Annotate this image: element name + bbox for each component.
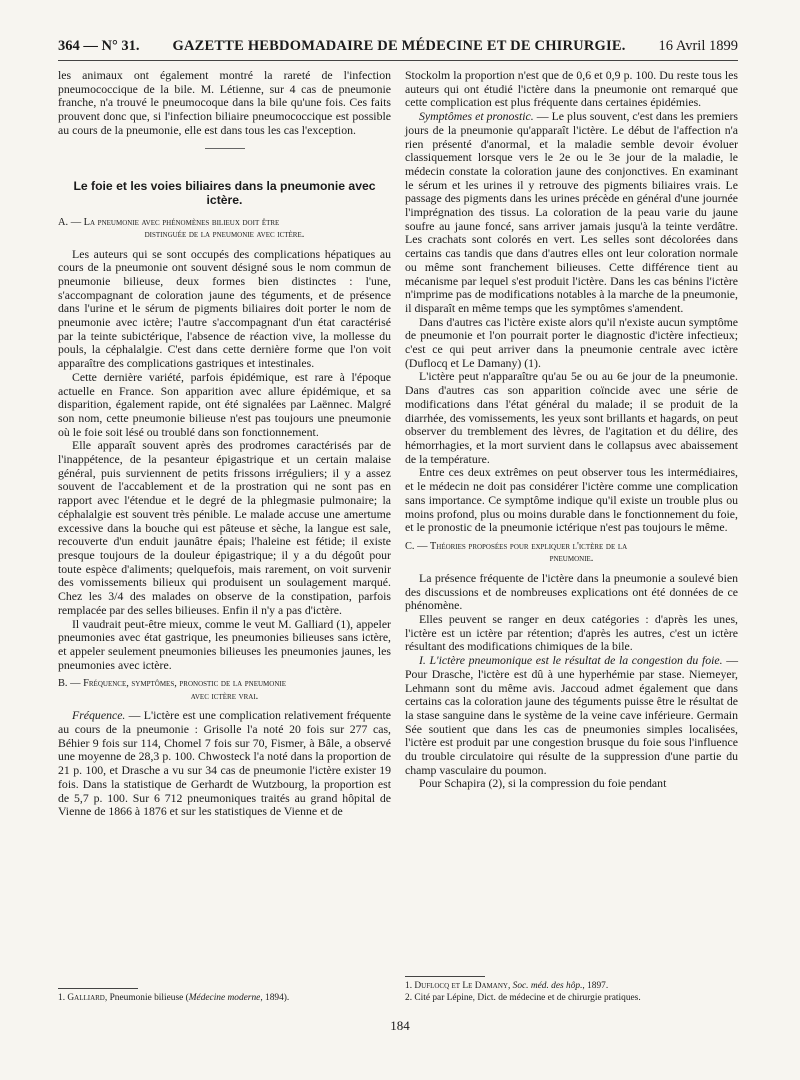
footnote-number: 1.	[405, 981, 415, 991]
running-header	[58, 38, 738, 61]
subheading-b	[58, 678, 391, 703]
paragraph: Pour Schapira (2), si la compression du foie pendant	[419, 776, 667, 791]
footnote-title: Soc. méd. des hôp.	[510, 981, 583, 991]
paragraph	[405, 654, 738, 777]
footnote-title: Médecine moderne	[188, 992, 261, 1003]
subheading-c-line1: C. — Théories proposées pour expliquer l'ictère de la	[405, 540, 628, 552]
right-column	[405, 69, 738, 1004]
subheading-a	[58, 217, 391, 242]
left-column	[58, 69, 391, 1004]
paragraph: L'ictère peut n'apparaître qu'au 5e ou au 6e jour de la pneumonie. Dans d'autres cas son apparition coïncide avec une série de modifications dans l'état général du malade; il se produit de la diarrhée, des vomissements, les yeux sont brillants et hagards, on peut observer du tremblement des lèvres, de l'agitation et du délire, des hémorrhagies, et la mort survient dans le collapsus avec abaissement de la température.	[405, 369, 738, 466]
footnotes	[58, 982, 391, 1005]
paragraph: La présence fréquente de l'ictère dans la pneumonie a soulevé bien des discussions et de nombreuses explications ont été données de ce phénomène.	[405, 570, 738, 613]
footnote-rule	[405, 976, 485, 977]
paragraph	[58, 709, 391, 819]
paragraph	[405, 110, 738, 316]
page-number: 184	[390, 1018, 410, 1033]
footnote-rule	[58, 988, 138, 989]
paragraph: Entre ces deux extrêmes on peut observer tous les intermédiaires, et le médecin ne doit pas considérer l'ictère comme une complication sans importance. Ce symptôme indique qu'il existe un trouble plus ou moins profond, plus ou moins durable dans le fonctionnement du foie, et le pronostic de la pneumonie ictérique n'est pas toujours le même.	[405, 465, 738, 535]
paragraph: Elles peuvent se ranger en deux catégories : d'après les unes, l'ictère est un ictère par rétention; d'après les autres, c'est un ictère résultant des modifications chimiques de la bile.	[405, 612, 738, 654]
subheading-c	[405, 541, 738, 566]
footnotes	[405, 970, 738, 1004]
two-column-body	[58, 69, 738, 1004]
subheading-b-line1: B. — Fréquence, symptômes, pronostic de la pneumonie	[58, 678, 286, 690]
issue-date: 16 Avril 1899	[658, 38, 738, 54]
subheading-c-line2: pneumonie.	[549, 553, 594, 565]
section-title: Le foie et les voies biliaires dans la pneumonie avec ictère.	[73, 178, 376, 207]
issue-number: 364 — N° 31.	[58, 38, 140, 54]
footnote	[405, 981, 738, 993]
paragraph: Dans d'autres cas l'ictère existe alors qu'il n'existe aucun symptôme de pneumonie et l'on pourrait porter le diagnostic d'ictère infectieux; c'est ce qui peut arriver dans la pneumonie centrale avec ictère (Duflocq et Le Damany) (1).	[405, 314, 738, 370]
subheading-a-line2: distinguée de la pneumonie avec ictère.	[144, 229, 305, 241]
run-in-heading: Fréquence.	[72, 708, 126, 723]
journal-page	[58, 38, 738, 1038]
footnote-text: , 1894).	[260, 992, 290, 1003]
footnote-author: Galliard,	[67, 992, 108, 1003]
paragraph: Les auteurs qui se sont occupés des complications hépatiques au cours de la pneumonie ont souvent désigné sous le nom commun de pneumonie bilieuse, deux formes bien distinctes : l'une, s'accompagnant de coloration jaune des téguments, et de présence dans l'urine et le sérum de pigments biliaires doit porter le nom de pneumonie avec ictère; l'autre s'accompagnant d'un état caractérisé par la teinte subictérique, l'absence de réaction vive, la mollesse du pouls, la céphalalgie. C'est dans cette dernière forme que l'on voit apparaître des complications gastriques et intestinales.	[58, 246, 391, 371]
paragraph-text: — Le plus souvent, c'est dans les premiers jours de la pneumonie qu'apparaît l'ictère. Le début de l'affection n'a rien présenté d'anormal, et la maladie semble devoir évoluer classiquement lorsque vers le 2e ou le 3e jour de la maladie, le médecin constate la coloration jaune des conjonctives. En examinant le sérum et les urines il y retrouve des pigments biliaires vrais. Le passage des pigments dans les urines précède en général d'une journée l'imprégnation des tissus. La coloration de la peau varie du jaune soufre au jaune foncé, sans arriver jamais jusqu'à la teinte verdâtre. Les crachats sont colorés en vert. Les selles sont décolorées dans certains cas tandis que dans d'autres elles ont leur coloration normale ou même sont franchement bilieuses. Cette différence tient au mécanisme par lequel s'est produit l'ictère. Dans les cas bénins l'ictère n'imprime pas de modifications notables à la marche de la pneumonie, il disparaît en même temps que les symptômes s'amendent.	[405, 109, 738, 315]
paragraph: Il vaudrait peut-être mieux, comme le veut M. Galliard (1), appeler pneumonies avec état gastrique, les pneumonies bilieuses sans ictère, et appeler seulement pneumonies bilieuses les pneumonies jaunes, les pneumonies avec ictère.	[58, 616, 391, 672]
paragraph: Elle apparaît souvent après des prodromes caractérisés par de l'inappétence, de la pesanteur épigastrique et un certain malaise général, puis surviennent de petits frissons irréguliers; il y a assez souvent de l'accablement et de la prostration qui ne sont pas en rapport avec l'étendue et le degré de la phlegmasie pulmonaire; la céphalalgie est souvent très pénible. Le malade accuse une amertume excessive dans la bouche qui est pâteuse et sèche, la langue est sale, recouverte d'un enduit jaunâtre épais; l'haleine est fétide; il existe presque toujours de la douleur épigastrique; il y a du dégoût pour toute espèce d'aliments; quelquefois, mais rarement, on voit survenir des vomissements bilieux qui produisent un soulagement marqué. Chez les 3/4 des malades on observe de la constipation, parfois remplacée par des selles bilieuses. Enfin il n'y a pas d'ictère.	[58, 438, 391, 617]
divider	[205, 148, 245, 149]
footnote-author: Duflocq et Le Damany,	[414, 981, 511, 991]
paragraph: Cette dernière variété, parfois épidémique, est rare à l'époque actuelle en France. Son apparition avec allure épidémique, et sa disparition, également rapide, ont été signalées par Laënnec. Malgré son nom, cette pneumonie bilieuse n'est pas toujours une pneumonie où le foie soit lésé ou troublé dans son fonctionnement.	[58, 369, 391, 439]
intro-paragraph: les animaux ont également montré la rareté de l'infection pneumococcique de la bile. M. Létienne, sur 4 cas de pneumonie franche, n'a trouvé le pneumocoque dans la bile qu'une fois. Ces faits prouvent donc que, si l'infection biliaire pneumococcique est possible au cours de la pneumonie, elle est dans tous les cas l'exception.	[58, 68, 391, 137]
paragraph-text: — L'ictère est une complication relativement fréquente au cours de la pneumonie : Grisolle l'a noté 20 fois sur 277 cas, Béhier 9 fois sur 114, Chomel 7 fois sur 70, Fismer, à Bâle, a observé une moyenne de 28,3 p. 100. Chwosteck l'a noté dans la proportion de 21 p. 100, et Drasche a vu sur 34 cas de pneumonie l'ictère exister 19 fois. Dans la statistique de Gerhardt de Wutzbourg, la proportion est de 5,7 p. 100. Sur 6 712 pneumoniques traités au grand hôpital de Vienne de 1866 à 1876 et sur les statistiques de Vienne et de	[58, 708, 391, 819]
footnote: 2. Cité par Lépine, Dict. de médecine et de chirurgie pratiques.	[405, 992, 641, 1003]
paragraph-text: — Pour Drasche, l'ictère est dû à une hyperhémie par stase. Niemeyer, Lehmann sont du même avis. Jaccoud admet également que dans certains cas la coloration jaune des téguments puisse être le résultat de la stase sanguine dans le système de la veine cave inférieure. Germain Sée soutient que dans les cas de pneumonies simples localisées, l'ictère est produit par une congestion brusque du foie sous l'influence du trouble circulatoire qui résulte de la suppression d'une partie du champ vasculaire du poumon.	[405, 653, 739, 777]
footnote-text: Pneumonie bilieuse (	[107, 992, 189, 1003]
journal-title: GAZETTE HEBDOMADAIRE DE MÉDECINE ET DE CHIRURGIE.	[172, 38, 626, 54]
run-in-heading: I. L'ictère pneumonique est le résultat de la congestion du foie.	[419, 653, 723, 668]
footnote-text: , 1897.	[582, 981, 609, 991]
footnote	[58, 993, 391, 1005]
paragraph: Stockolm la proportion n'est que de 0,6 et 0,9 p. 100. Du reste tous les auteurs qui ont étudié l'ictère dans la pneumonie ont remarqué que cette complication est plus fréquente dans certaines épidémies.	[405, 68, 738, 110]
subheading-b-line2: avec ictère vrai.	[190, 690, 259, 702]
footnote-number: 1.	[58, 992, 68, 1003]
subheading-a-line1: A. — La pneumonie avec phénomènes bilieux doit être	[58, 216, 280, 228]
run-in-heading: Symptômes et pronostic.	[419, 109, 534, 124]
